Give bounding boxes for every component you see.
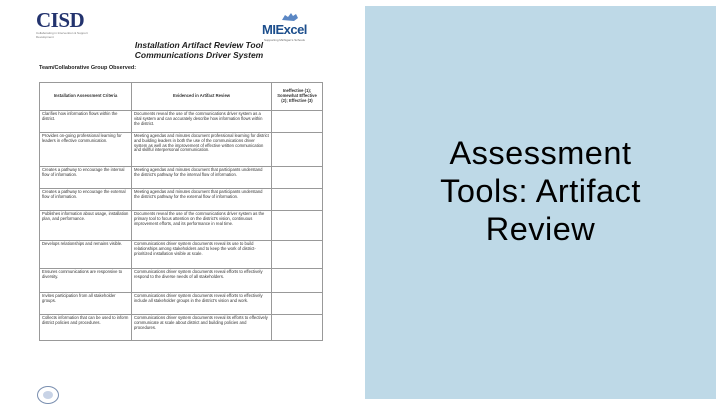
michigan-map-icon: [280, 12, 300, 22]
evidence-cell: Documents reveal the use of the communications driver system as the primary tool to focus attention on the district's vision, continuous improvement efforts, and its performance in real time.: [132, 211, 272, 241]
evidence-cell: Meeting agendas and minutes document that participants understand the district's pathway for the external flow of information.: [132, 189, 272, 211]
rating-cell: [272, 189, 323, 211]
criteria-cell: Clarifies how information flows within the district.: [40, 111, 132, 133]
document-subtitle: Communications Driver System: [134, 50, 264, 60]
criteria-cell: Ensures communications are responsive to diversity.: [40, 269, 132, 293]
table-row: [40, 293, 323, 315]
table-row: [40, 167, 323, 189]
table-row: [40, 189, 323, 211]
table-row: [40, 241, 323, 269]
rating-cell: [272, 293, 323, 315]
evidence-cell: Communications driver system documents reveal efforts to effectively include all stakeholder groups in the district's vision and work.: [132, 293, 272, 315]
evidence-cell: Meeting agendas and minutes document that participants understand the district's pathway for the internal flow of information.: [132, 167, 272, 189]
rating-cell: [272, 241, 323, 269]
criteria-cell: Collects information that can be used to inform district policies and procedures.: [40, 315, 132, 341]
evidence-cell: Communications driver system documents reveal efforts to effectively respond to the diverse needs of all stakeholders.: [132, 269, 272, 293]
rating-cell: [272, 269, 323, 293]
header-criteria: Installation Assessment Criteria: [40, 83, 132, 111]
header-evidence: Evidenced in Artifact Review: [132, 83, 272, 111]
slide-heading: Assessment Tools: Artifact Review: [440, 135, 641, 247]
rating-cell: [272, 315, 323, 341]
rating-cell: [272, 167, 323, 189]
table-row: [40, 269, 323, 293]
cisd-logo: CISD Collaborating in Intervention & Support Development: [36, 8, 88, 39]
criteria-cell: Creates a pathway to encourage the external flow of information.: [40, 189, 132, 211]
document-title: Installation Artifact Review Tool: [134, 40, 264, 50]
artifact-review-document: [32, 6, 324, 405]
table-row: [40, 133, 323, 167]
criteria-cell: Invites participation from all stakeholder groups.: [40, 293, 132, 315]
table-row: [40, 111, 323, 133]
evidence-cell: Communications driver system documents reveal its efforts to effectively communicate at scale about district and building policies and procedures.: [132, 315, 272, 341]
criteria-cell: Creates a pathway to encourage the internal flow of information.: [40, 167, 132, 189]
header-rating: Ineffective (1); Somewhat Effective (2); Effective (3): [272, 83, 323, 111]
evidence-cell: Communications driver system documents reveal its use to build relationships among stakeholders and to keep the work of district-prioritized installation visible at scale.: [132, 241, 272, 269]
evidence-cell: Meeting agendas and minutes document professional learning for district and building leaders in both the use of the communications driver system as well as the improvement of effective written communication and skillful interpersonal communication.: [132, 133, 272, 167]
title-panel: [365, 6, 716, 399]
table-row: [40, 315, 323, 341]
criteria-cell: Publishes information about usage, installation plan, and performance.: [40, 211, 132, 241]
table-header-row: [40, 83, 323, 111]
rating-cell: [272, 111, 323, 133]
footer-seal-logo: [37, 386, 59, 404]
criteria-cell: Develops relationships and remains visible.: [40, 241, 132, 269]
rating-cell: [272, 211, 323, 241]
criteria-table: [39, 82, 323, 341]
evidence-cell: Documents reveal the use of the communications driver system as a vital system and can accurately describe how information flows within the district.: [132, 111, 272, 133]
table-row: [40, 211, 323, 241]
observed-label: Team/Collaborative Group Observed:: [39, 65, 137, 71]
criteria-cell: Provides on-going professional learning for leaders in effective communication.: [40, 133, 132, 167]
rating-cell: [272, 133, 323, 167]
miexcel-logo: MIExcel Supporting Michigan's Schools: [260, 12, 320, 44]
